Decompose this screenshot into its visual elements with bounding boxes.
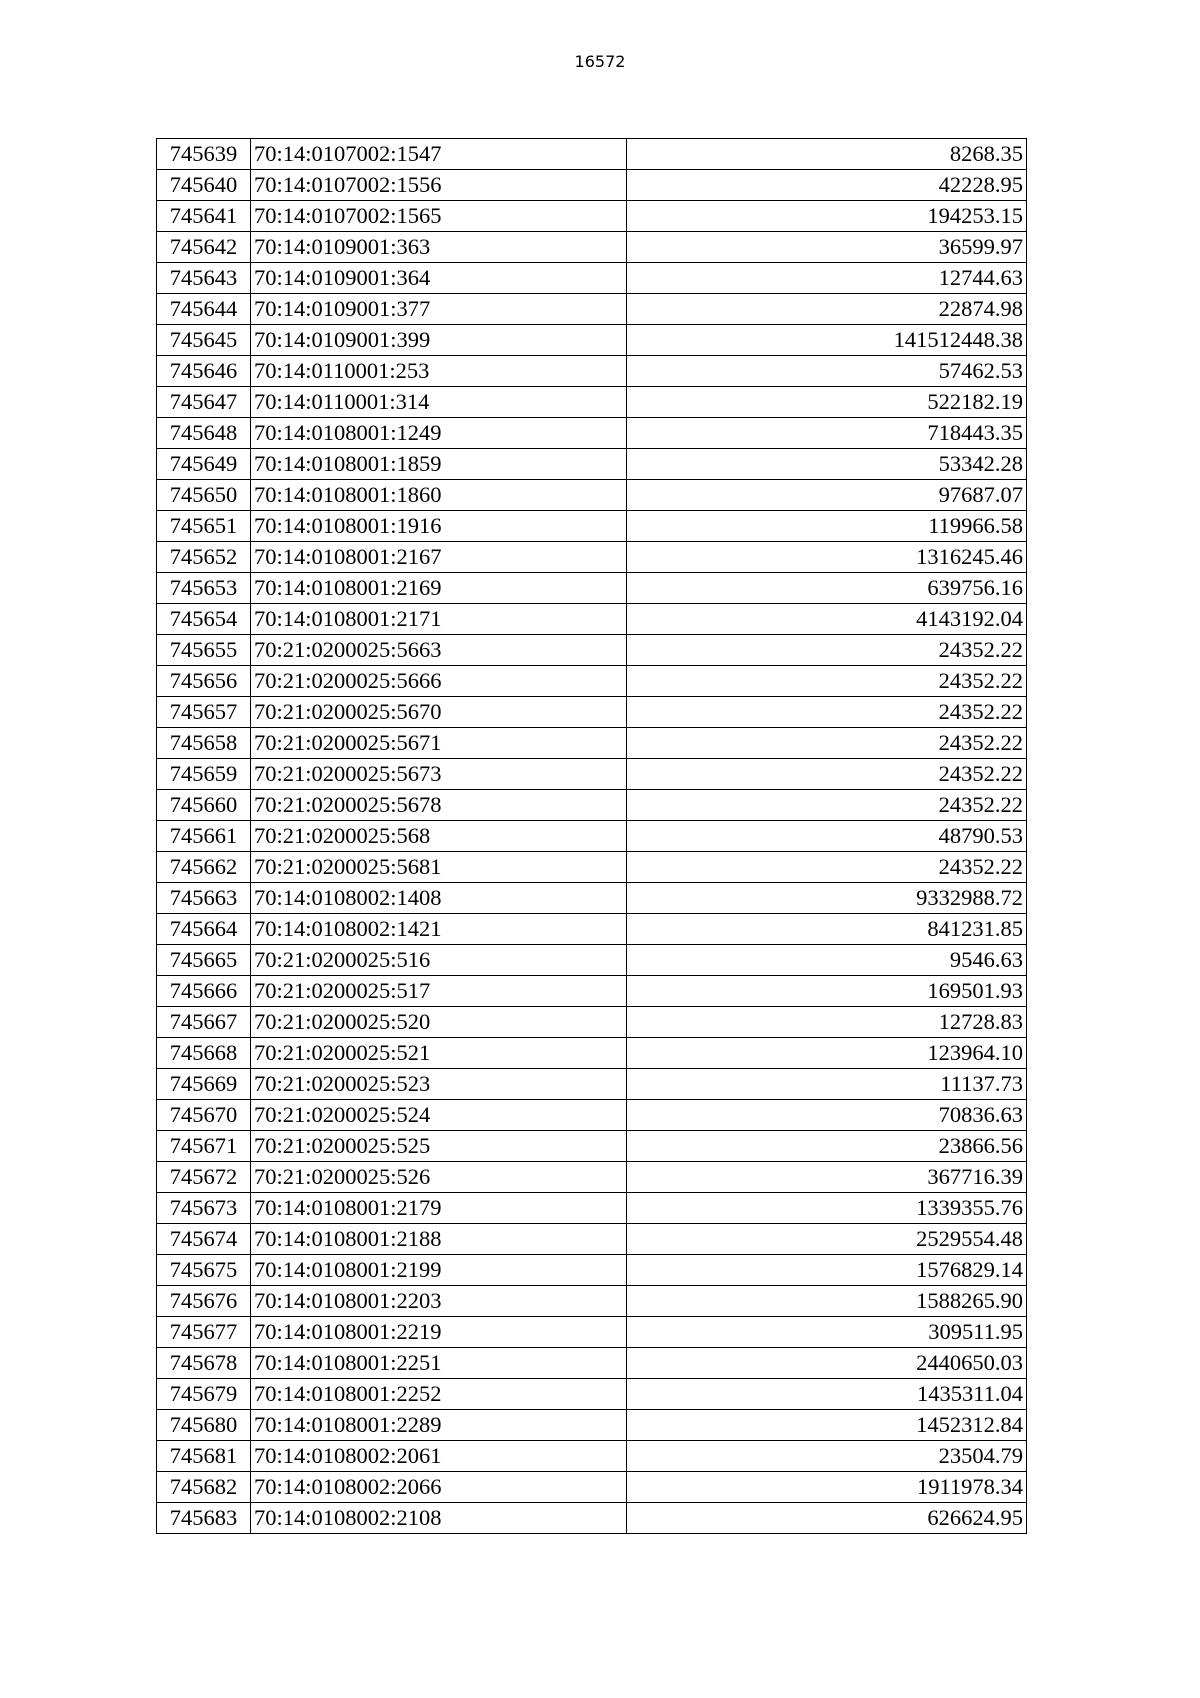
table-row (157, 945, 1027, 976)
cadastral-value-cell: 9546.63 (627, 945, 1027, 976)
table-row (157, 883, 1027, 914)
table-row (157, 1441, 1027, 1472)
cadastral-number-cell: 70:14:0110001:253 (251, 356, 627, 387)
row-number-cell: 745657 (157, 697, 251, 728)
row-number-cell: 745648 (157, 418, 251, 449)
cadastral-number-cell: 70:21:0200025:5670 (251, 697, 627, 728)
cadastral-number-cell: 70:14:0108001:2219 (251, 1317, 627, 1348)
cadastral-value-cell: 53342.28 (627, 449, 1027, 480)
cadastral-value-cell: 639756.16 (627, 573, 1027, 604)
cadastral-value-cell: 12728.83 (627, 1007, 1027, 1038)
row-number-cell: 745643 (157, 263, 251, 294)
table-row (157, 418, 1027, 449)
cadastral-number-cell: 70:14:0108002:2066 (251, 1472, 627, 1503)
cadastral-number-cell: 70:21:0200025:517 (251, 976, 627, 1007)
cadastral-value-cell: 9332988.72 (627, 883, 1027, 914)
table-row (157, 480, 1027, 511)
cadastral-number-cell: 70:21:0200025:521 (251, 1038, 627, 1069)
table-row (157, 1038, 1027, 1069)
row-number-cell: 745642 (157, 232, 251, 263)
cadastral-number-cell: 70:21:0200025:523 (251, 1069, 627, 1100)
cadastral-number-cell: 70:21:0200025:5681 (251, 852, 627, 883)
cadastral-value-cell: 367716.39 (627, 1162, 1027, 1193)
table-row (157, 821, 1027, 852)
cadastral-value-cell: 24352.22 (627, 635, 1027, 666)
cadastral-number-cell: 70:21:0200025:520 (251, 1007, 627, 1038)
table-row (157, 1007, 1027, 1038)
cadastral-number-cell: 70:14:0109001:377 (251, 294, 627, 325)
row-number-cell: 745665 (157, 945, 251, 976)
row-number-cell: 745650 (157, 480, 251, 511)
cadastral-number-cell: 70:14:0108001:2252 (251, 1379, 627, 1410)
cadastral-value-cell: 97687.07 (627, 480, 1027, 511)
row-number-cell: 745646 (157, 356, 251, 387)
row-number-cell: 745641 (157, 201, 251, 232)
table-row (157, 728, 1027, 759)
cadastral-number-cell: 70:21:0200025:525 (251, 1131, 627, 1162)
row-number-cell: 745654 (157, 604, 251, 635)
row-number-cell: 745673 (157, 1193, 251, 1224)
table-row (157, 232, 1027, 263)
table-row (157, 790, 1027, 821)
cadastral-value-cell: 24352.22 (627, 666, 1027, 697)
cadastral-number-cell: 70:14:0108001:2171 (251, 604, 627, 635)
row-number-cell: 745663 (157, 883, 251, 914)
cadastral-number-cell: 70:21:0200025:526 (251, 1162, 627, 1193)
cadastral-value-cell: 23504.79 (627, 1441, 1027, 1472)
cadastral-number-cell: 70:14:0109001:364 (251, 263, 627, 294)
cadastral-value-cell: 11137.73 (627, 1069, 1027, 1100)
cadastral-value-cell: 626624.95 (627, 1503, 1027, 1534)
table-row (157, 139, 1027, 170)
table-row (157, 1131, 1027, 1162)
cadastral-value-cell: 522182.19 (627, 387, 1027, 418)
table-row (157, 1410, 1027, 1441)
cadastral-value-cell: 309511.95 (627, 1317, 1027, 1348)
cadastral-number-cell: 70:14:0108001:2167 (251, 542, 627, 573)
cadastral-value-cell: 57462.53 (627, 356, 1027, 387)
cadastral-value-cell: 23866.56 (627, 1131, 1027, 1162)
cadastral-value-cell: 1911978.34 (627, 1472, 1027, 1503)
row-number-cell: 745672 (157, 1162, 251, 1193)
table-row (157, 1193, 1027, 1224)
cadastral-number-cell: 70:21:0200025:5678 (251, 790, 627, 821)
table-row (157, 1224, 1027, 1255)
table-row (157, 1255, 1027, 1286)
table-row (157, 356, 1027, 387)
row-number-cell: 745644 (157, 294, 251, 325)
table-row (157, 294, 1027, 325)
table-row (157, 1286, 1027, 1317)
row-number-cell: 745647 (157, 387, 251, 418)
table-row (157, 852, 1027, 883)
row-number-cell: 745682 (157, 1472, 251, 1503)
cadastral-number-cell: 70:21:0200025:5671 (251, 728, 627, 759)
cadastral-number-cell: 70:14:0107002:1565 (251, 201, 627, 232)
table-row (157, 1069, 1027, 1100)
row-number-cell: 745639 (157, 139, 251, 170)
row-number-cell: 745669 (157, 1069, 251, 1100)
cadastral-value-cell: 718443.35 (627, 418, 1027, 449)
cadastral-number-cell: 70:14:0108001:2203 (251, 1286, 627, 1317)
row-number-cell: 745681 (157, 1441, 251, 1472)
table-row (157, 542, 1027, 573)
cadastral-number-cell: 70:14:0109001:363 (251, 232, 627, 263)
cadastral-number-cell: 70:21:0200025:524 (251, 1100, 627, 1131)
cadastral-value-cell: 1452312.84 (627, 1410, 1027, 1441)
cadastral-number-cell: 70:14:0108002:1408 (251, 883, 627, 914)
cadastral-value-cell: 48790.53 (627, 821, 1027, 852)
row-number-cell: 745668 (157, 1038, 251, 1069)
cadastral-number-cell: 70:21:0200025:5666 (251, 666, 627, 697)
row-number-cell: 745666 (157, 976, 251, 1007)
table-row (157, 1317, 1027, 1348)
cadastral-value-cell: 2440650.03 (627, 1348, 1027, 1379)
cadastral-number-cell: 70:14:0108002:2108 (251, 1503, 627, 1534)
cadastral-value-cell: 841231.85 (627, 914, 1027, 945)
row-number-cell: 745676 (157, 1286, 251, 1317)
row-number-cell: 745651 (157, 511, 251, 542)
cadastral-value-cell: 24352.22 (627, 728, 1027, 759)
cadastral-number-cell: 70:14:0108002:2061 (251, 1441, 627, 1472)
cadastral-value-cell: 22874.98 (627, 294, 1027, 325)
row-number-cell: 745661 (157, 821, 251, 852)
cadastral-number-cell: 70:14:0107002:1556 (251, 170, 627, 201)
cadastral-number-cell: 70:14:0109001:399 (251, 325, 627, 356)
table-row (157, 387, 1027, 418)
table-row (157, 976, 1027, 1007)
row-number-cell: 745659 (157, 759, 251, 790)
cadastral-number-cell: 70:14:0108001:2179 (251, 1193, 627, 1224)
row-number-cell: 745670 (157, 1100, 251, 1131)
table-row (157, 666, 1027, 697)
table-row (157, 449, 1027, 480)
cadastral-number-cell: 70:14:0108001:2169 (251, 573, 627, 604)
table-row (157, 573, 1027, 604)
cadastral-number-cell: 70:14:0110001:314 (251, 387, 627, 418)
table-row (157, 697, 1027, 728)
cadastral-value-cell: 8268.35 (627, 139, 1027, 170)
cadastral-value-cell: 169501.93 (627, 976, 1027, 1007)
row-number-cell: 745640 (157, 170, 251, 201)
row-number-cell: 745667 (157, 1007, 251, 1038)
cadastral-value-cell: 36599.97 (627, 232, 1027, 263)
cadastral-number-cell: 70:14:0108001:1859 (251, 449, 627, 480)
cadastral-value-cell: 42228.95 (627, 170, 1027, 201)
table-row (157, 1472, 1027, 1503)
cadastral-number-cell: 70:14:0108001:1916 (251, 511, 627, 542)
row-number-cell: 745679 (157, 1379, 251, 1410)
row-number-cell: 745664 (157, 914, 251, 945)
cadastral-number-cell: 70:14:0108001:1860 (251, 480, 627, 511)
cadastral-value-cell: 123964.10 (627, 1038, 1027, 1069)
row-number-cell: 745678 (157, 1348, 251, 1379)
cadastral-value-table (156, 138, 1027, 1534)
cadastral-number-cell: 70:21:0200025:5673 (251, 759, 627, 790)
table-row (157, 635, 1027, 666)
cadastral-value-cell: 24352.22 (627, 759, 1027, 790)
row-number-cell: 745655 (157, 635, 251, 666)
table-row (157, 1348, 1027, 1379)
row-number-cell: 745680 (157, 1410, 251, 1441)
cadastral-number-cell: 70:14:0108001:2251 (251, 1348, 627, 1379)
table-row (157, 263, 1027, 294)
cadastral-number-cell: 70:21:0200025:516 (251, 945, 627, 976)
table-row (157, 1379, 1027, 1410)
table-row (157, 604, 1027, 635)
row-number-cell: 745649 (157, 449, 251, 480)
cadastral-value-cell: 1316245.46 (627, 542, 1027, 573)
cadastral-value-cell: 2529554.48 (627, 1224, 1027, 1255)
cadastral-value-cell: 24352.22 (627, 852, 1027, 883)
cadastral-value-cell: 141512448.38 (627, 325, 1027, 356)
cadastral-number-cell: 70:14:0108001:2289 (251, 1410, 627, 1441)
cadastral-value-cell: 12744.63 (627, 263, 1027, 294)
row-number-cell: 745645 (157, 325, 251, 356)
table-row (157, 1100, 1027, 1131)
row-number-cell: 745675 (157, 1255, 251, 1286)
table-row (157, 1162, 1027, 1193)
table-row (157, 759, 1027, 790)
cadastral-number-cell: 70:14:0108001:2199 (251, 1255, 627, 1286)
table-body (157, 139, 1027, 1534)
cadastral-value-cell: 4143192.04 (627, 604, 1027, 635)
cadastral-value-cell: 119966.58 (627, 511, 1027, 542)
table-row (157, 914, 1027, 945)
table-row (157, 201, 1027, 232)
cadastral-value-cell: 1576829.14 (627, 1255, 1027, 1286)
cadastral-value-cell: 1588265.90 (627, 1286, 1027, 1317)
cadastral-number-cell: 70:14:0108001:1249 (251, 418, 627, 449)
cadastral-value-cell: 1339355.76 (627, 1193, 1027, 1224)
page-number: 16572 (574, 52, 626, 71)
cadastral-number-cell: 70:21:0200025:568 (251, 821, 627, 852)
table-row (157, 511, 1027, 542)
table-row (157, 325, 1027, 356)
table-row (157, 1503, 1027, 1534)
cadastral-value-cell: 24352.22 (627, 697, 1027, 728)
row-number-cell: 745677 (157, 1317, 251, 1348)
row-number-cell: 745660 (157, 790, 251, 821)
row-number-cell: 745652 (157, 542, 251, 573)
cadastral-number-cell: 70:14:0108002:1421 (251, 914, 627, 945)
cadastral-value-cell: 1435311.04 (627, 1379, 1027, 1410)
row-number-cell: 745671 (157, 1131, 251, 1162)
cadastral-number-cell: 70:14:0107002:1547 (251, 139, 627, 170)
cadastral-number-cell: 70:21:0200025:5663 (251, 635, 627, 666)
row-number-cell: 745656 (157, 666, 251, 697)
cadastral-value-cell: 194253.15 (627, 201, 1027, 232)
cadastral-number-cell: 70:14:0108001:2188 (251, 1224, 627, 1255)
row-number-cell: 745683 (157, 1503, 251, 1534)
table-row (157, 170, 1027, 201)
row-number-cell: 745658 (157, 728, 251, 759)
row-number-cell: 745662 (157, 852, 251, 883)
row-number-cell: 745674 (157, 1224, 251, 1255)
cadastral-value-cell: 70836.63 (627, 1100, 1027, 1131)
row-number-cell: 745653 (157, 573, 251, 604)
cadastral-value-cell: 24352.22 (627, 790, 1027, 821)
